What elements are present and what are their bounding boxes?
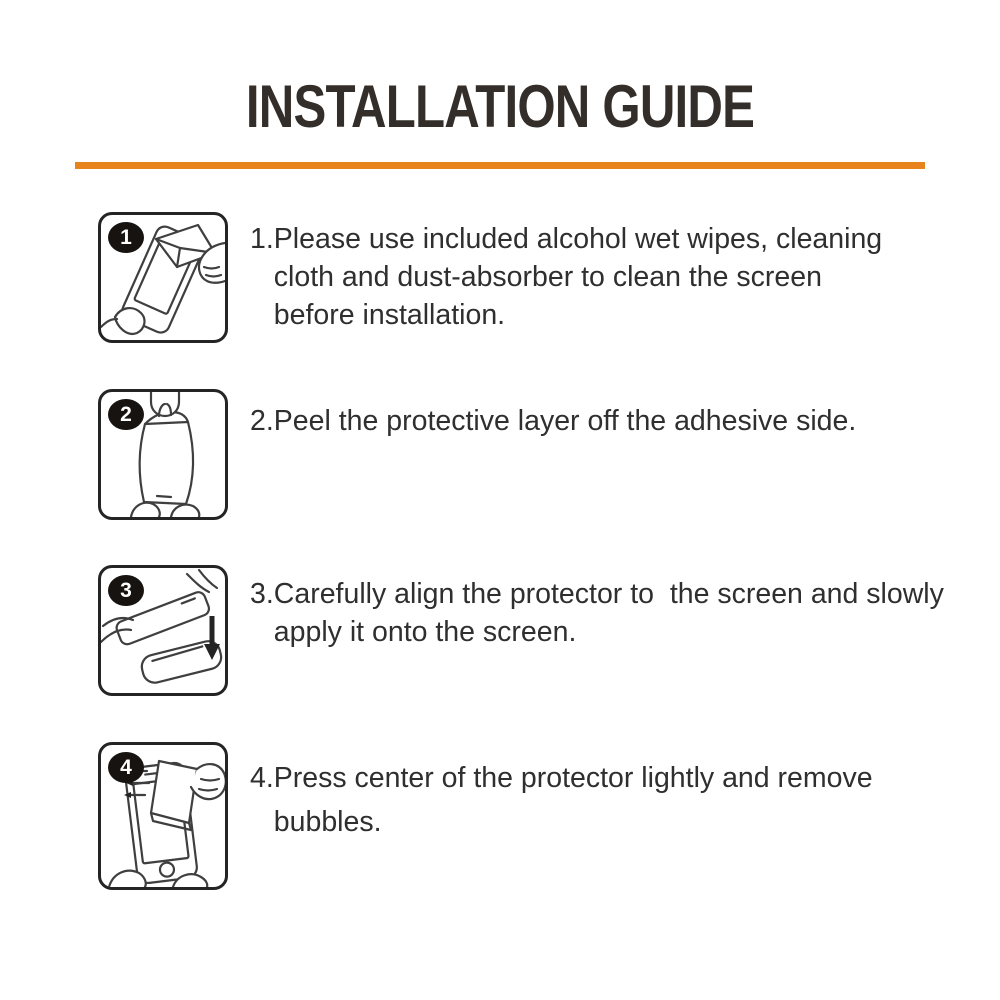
- step-4-number: 4.: [250, 762, 274, 794]
- step-3-number-badge: 3: [108, 575, 144, 606]
- step-1-number: 1.: [250, 223, 274, 255]
- step-1-line-1: Please use included alcohol wet wipes, cleaning: [273, 223, 883, 255]
- step-2-illustration-box: [98, 389, 228, 520]
- page-title: INSTALLATION GUIDE: [245, 73, 755, 140]
- step-2-number-badge: 2: [108, 399, 144, 430]
- step-3-text: [250, 575, 944, 651]
- step-2-number: 2.: [250, 405, 274, 437]
- step-4-line-1: Press center of the protector lightly and remove: [273, 762, 873, 794]
- step-4-text: [250, 756, 873, 844]
- step-3-illustration-box: [98, 565, 228, 696]
- step-1-text: [250, 220, 882, 334]
- step-4-line-2: bubbles.: [273, 806, 382, 838]
- step-2-text: [250, 402, 856, 440]
- step-2-line-1: Peel the protective layer off the adhesive side.: [273, 405, 857, 437]
- step-1-illustration-box: [98, 212, 228, 343]
- step-1-number-badge: 1: [108, 222, 144, 253]
- step-4-illustration-box: [98, 742, 228, 890]
- step-3-line-1: Carefully align the protector to the screen and slowly: [273, 578, 944, 610]
- step-1-line-3: before installation.: [273, 299, 506, 331]
- accent-divider-rule: [75, 162, 925, 169]
- step-3-line-2: apply it onto the screen.: [273, 616, 577, 648]
- step-3-number: 3.: [250, 578, 274, 610]
- step-1-line-2: cloth and dust-absorber to clean the screen: [273, 261, 822, 293]
- step-4-number-badge: 4: [108, 752, 144, 783]
